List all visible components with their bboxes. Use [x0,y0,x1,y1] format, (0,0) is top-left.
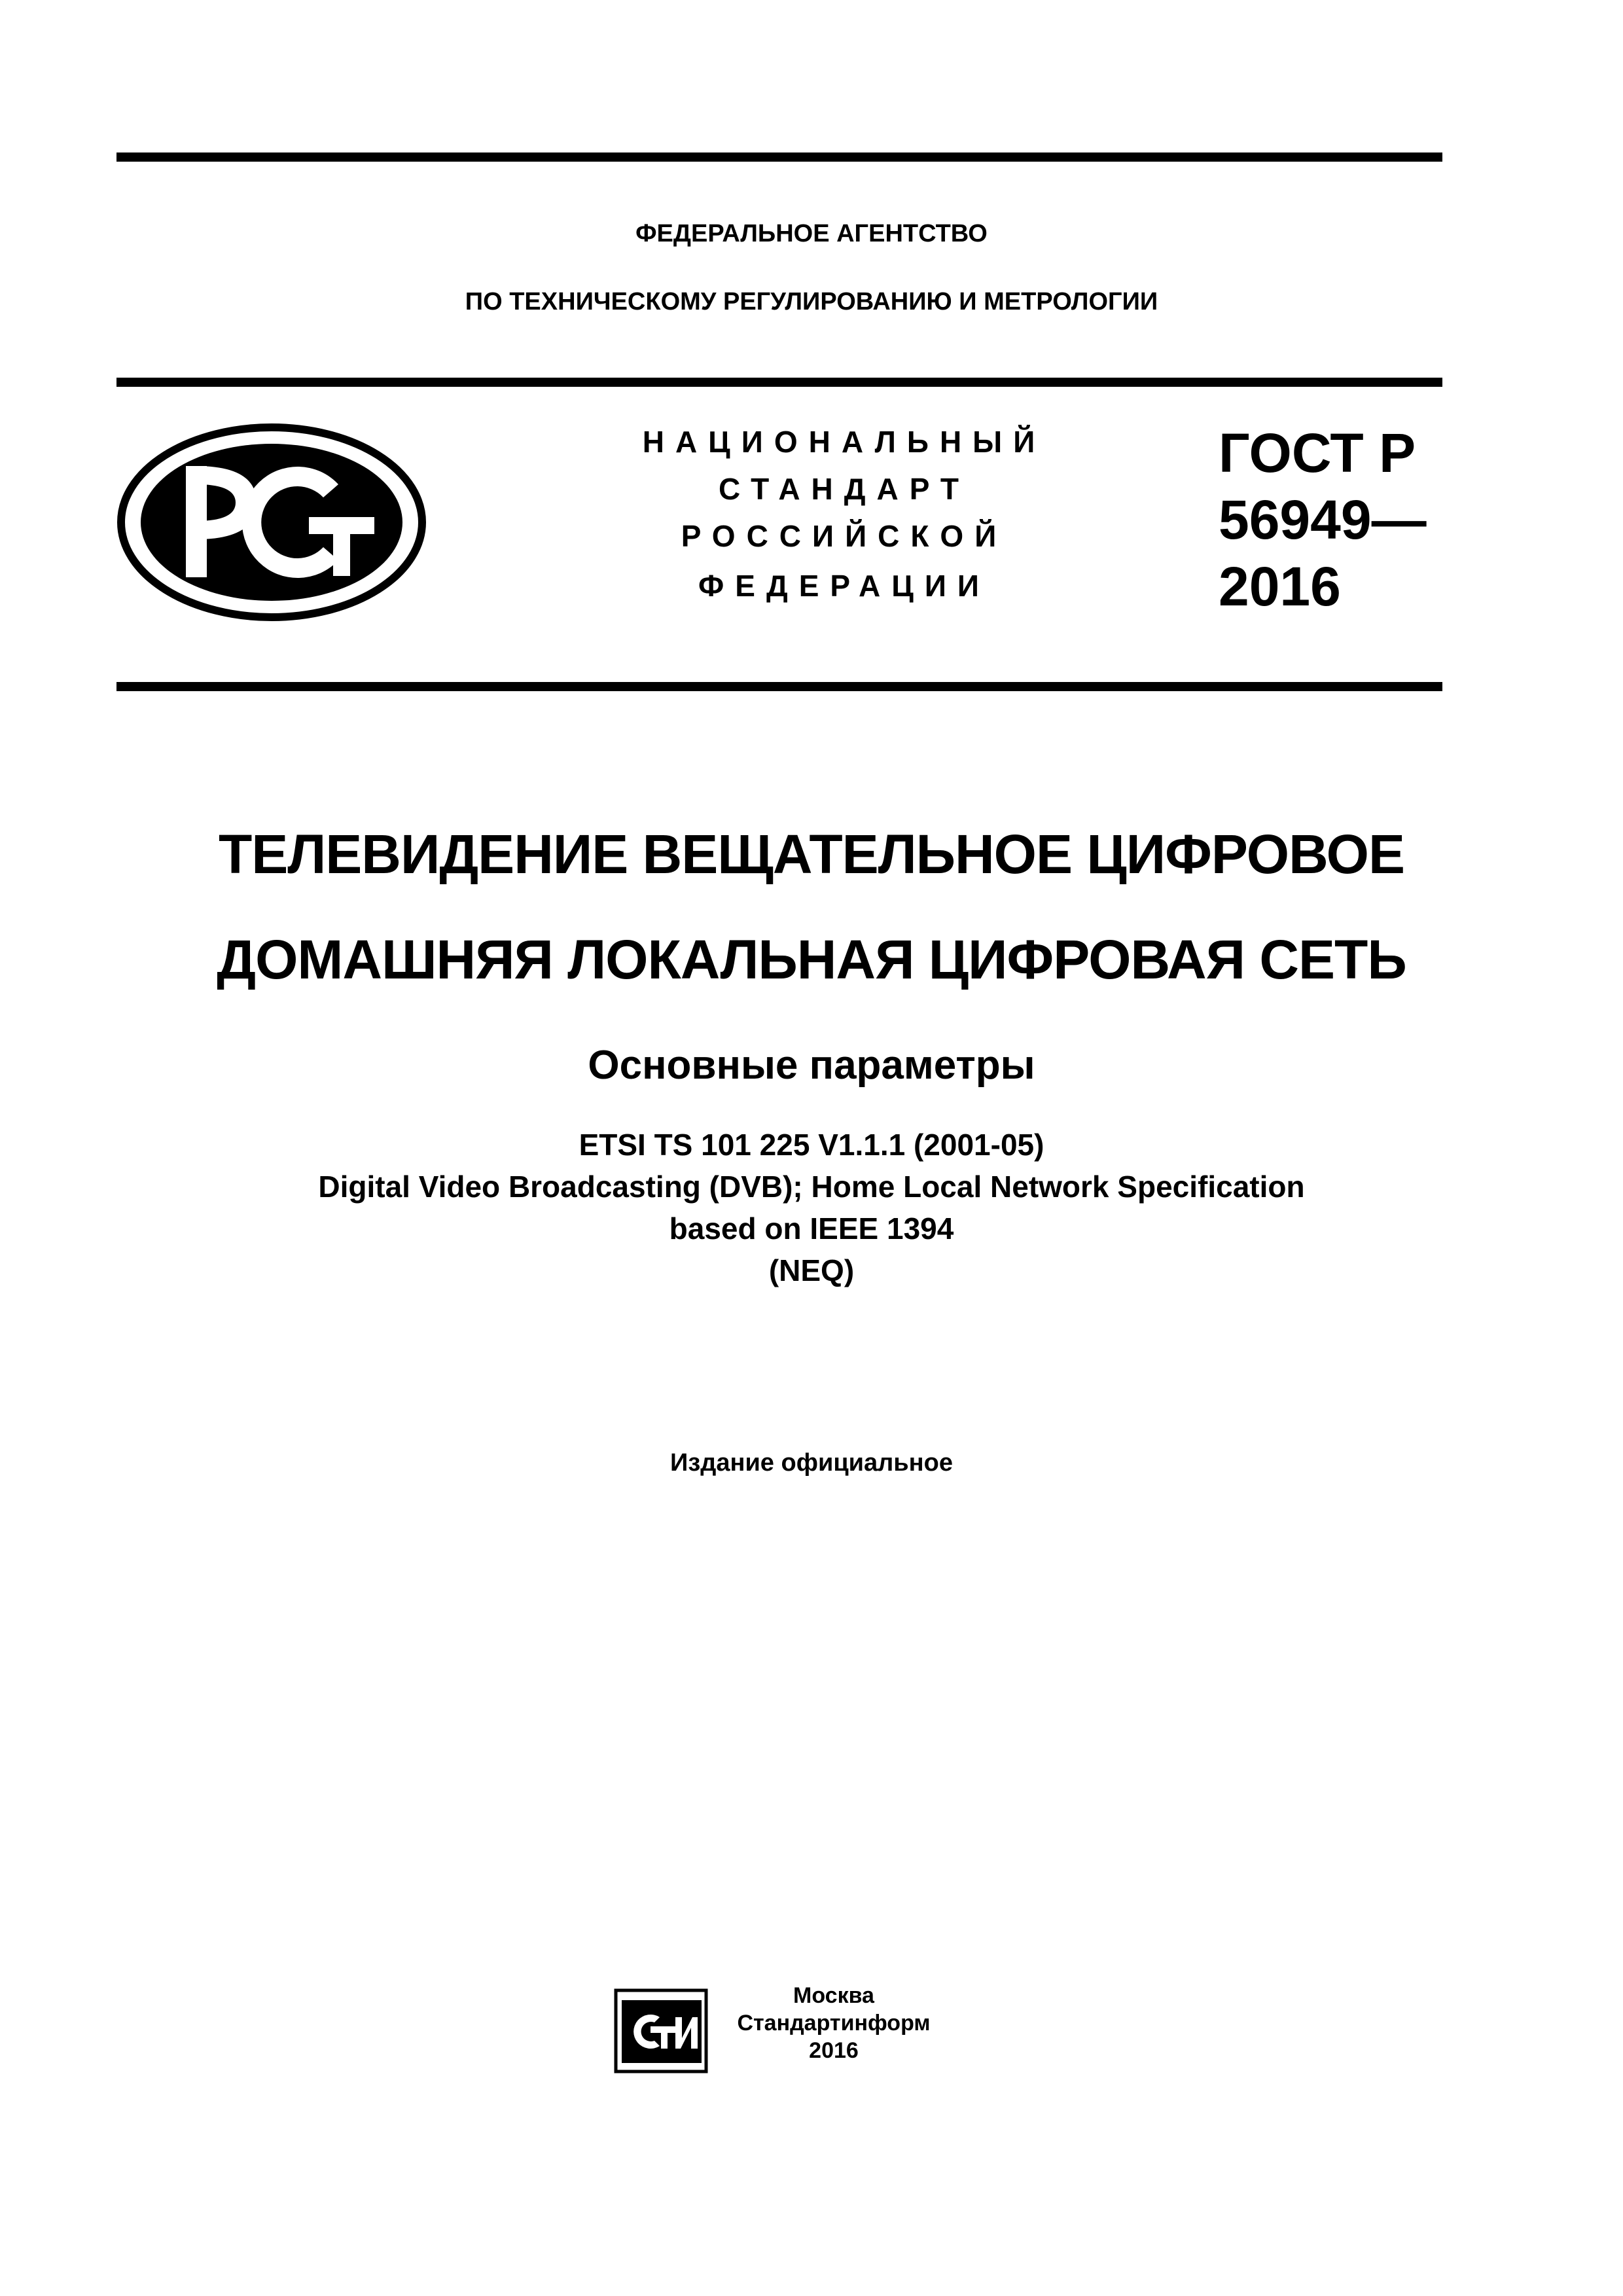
designation-line-2: 56949— [1219,489,1427,550]
reference-line-1: ETSI TS 101 225 V1.1.1 (2001-05) [579,1128,1044,1162]
reference-line-3: based on IEEE 1394 [669,1211,954,1246]
national-standard-line-4: ФЕДЕРАЦИИ [698,569,990,603]
publisher-year: 2016 [809,2038,859,2063]
publisher-name: Стандартинформ [737,2011,931,2036]
reference-line-2: Digital Video Broadcasting (DVB); Home Local Network Specification [318,1170,1305,1204]
reference-line-4: (NEQ) [768,1253,855,1287]
document-title-line-2: ДОМАШНЯЯ ЛОКАЛЬНАЯ ЦИФРОВАЯ СЕТЬ [217,929,1406,990]
agency-line-1: ФЕДЕРАЛЬНОЕ АГЕНТСТВО [635,220,988,247]
national-standard-line-2: СТАНДАРТ [719,472,970,506]
agency-line-2: ПО ТЕХНИЧЕСКОМУ РЕГУЛИРОВАНИЮ И МЕТРОЛОГИИ [465,288,1158,315]
document-title-line-1: ТЕЛЕВИДЕНИЕ ВЕЩАТЕЛЬНОЕ ЦИФРОВОЕ [218,823,1405,885]
standard-block-rule [116,682,1442,691]
publisher-city: Москва [793,1983,874,2008]
national-standard-line-1: НАЦИОНАЛЬНЫЙ [642,425,1046,459]
top-rule [116,152,1442,162]
rst-conformity-logo-icon [113,419,431,626]
header-rule [116,378,1442,387]
designation-line-3: 2016 [1219,556,1341,617]
edition-label: Издание официальное [670,1449,953,1477]
designation-line-1: ГОСТ Р [1219,422,1416,484]
standartinform-logo-icon [614,1988,708,2073]
document-subtitle: Основные параметры [588,1043,1035,1088]
national-standard-line-3: РОССИЙСКОЙ [681,519,1008,553]
